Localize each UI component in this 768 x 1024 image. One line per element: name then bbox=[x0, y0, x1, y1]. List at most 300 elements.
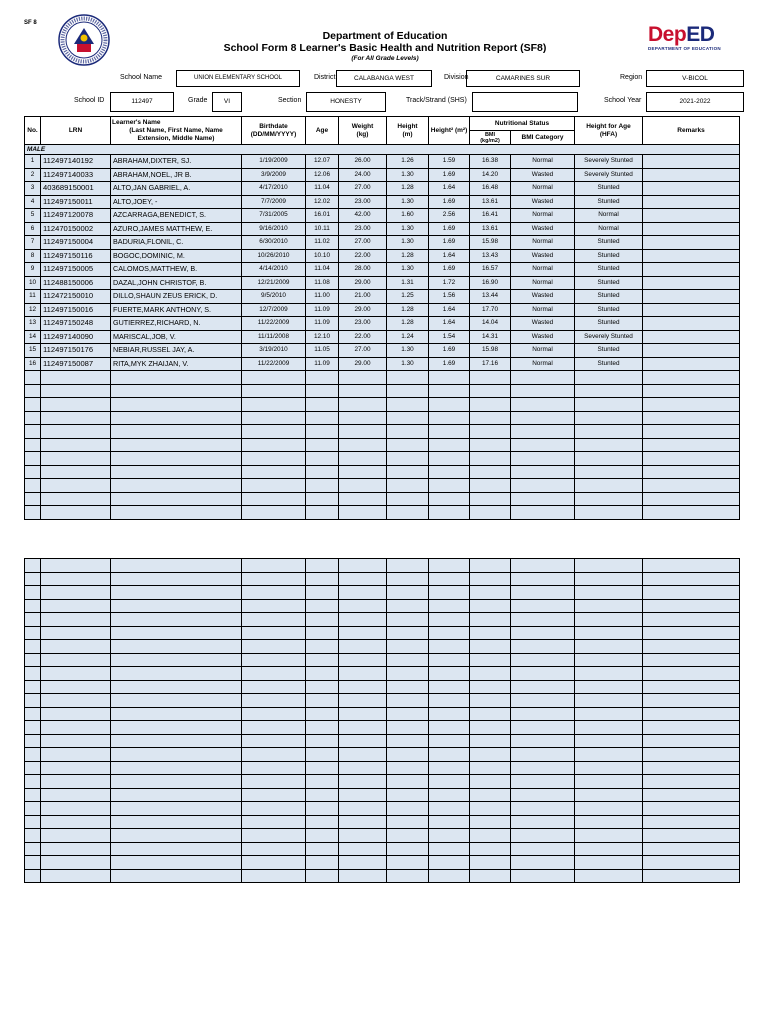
empty-cell[interactable] bbox=[643, 802, 740, 816]
empty-cell[interactable] bbox=[643, 694, 740, 708]
empty-cell[interactable] bbox=[25, 425, 41, 439]
empty-cell[interactable] bbox=[643, 506, 740, 520]
empty-cell[interactable] bbox=[429, 559, 470, 573]
empty-cell[interactable] bbox=[643, 667, 740, 681]
empty-cell[interactable] bbox=[511, 572, 575, 586]
cell-bmi[interactable]: 14.04 bbox=[470, 317, 511, 331]
empty-cell[interactable] bbox=[111, 438, 242, 452]
empty-cell[interactable] bbox=[111, 707, 242, 721]
empty-cell[interactable] bbox=[575, 586, 643, 600]
cell-no[interactable]: 3 bbox=[25, 182, 41, 196]
cell-birthdate[interactable]: 4/14/2010 bbox=[242, 263, 306, 277]
cell-no[interactable]: 6 bbox=[25, 222, 41, 236]
empty-cell[interactable] bbox=[429, 748, 470, 762]
empty-cell[interactable] bbox=[306, 599, 339, 613]
empty-cell[interactable] bbox=[387, 829, 429, 843]
empty-cell[interactable] bbox=[511, 586, 575, 600]
empty-cell[interactable] bbox=[575, 384, 643, 398]
empty-cell[interactable] bbox=[41, 599, 111, 613]
cell-age[interactable]: 16.01 bbox=[306, 209, 339, 223]
empty-cell[interactable] bbox=[387, 506, 429, 520]
cell-remarks[interactable] bbox=[643, 344, 740, 358]
empty-cell[interactable] bbox=[387, 492, 429, 506]
cell-birthdate[interactable]: 11/22/2009 bbox=[242, 357, 306, 371]
empty-cell[interactable] bbox=[111, 465, 242, 479]
empty-cell[interactable] bbox=[387, 465, 429, 479]
empty-cell[interactable] bbox=[41, 788, 111, 802]
cell-bmi-category[interactable]: Normal bbox=[511, 182, 575, 196]
cell-name[interactable]: ABRAHAM,DIXTER, SJ. bbox=[111, 155, 242, 169]
empty-cell[interactable] bbox=[511, 869, 575, 883]
empty-cell[interactable] bbox=[306, 667, 339, 681]
empty-cell[interactable] bbox=[470, 479, 511, 493]
empty-cell[interactable] bbox=[306, 734, 339, 748]
empty-cell[interactable] bbox=[643, 572, 740, 586]
empty-cell[interactable] bbox=[575, 856, 643, 870]
empty-cell[interactable] bbox=[306, 586, 339, 600]
empty-cell[interactable] bbox=[339, 856, 387, 870]
empty-cell[interactable] bbox=[25, 829, 41, 843]
empty-cell[interactable] bbox=[643, 586, 740, 600]
empty-cell[interactable] bbox=[339, 761, 387, 775]
cell-lrn[interactable]: 112497150016 bbox=[41, 303, 111, 317]
cell-weight[interactable]: 29.00 bbox=[339, 357, 387, 371]
empty-cell[interactable] bbox=[643, 761, 740, 775]
empty-cell[interactable] bbox=[387, 734, 429, 748]
empty-cell[interactable] bbox=[41, 586, 111, 600]
empty-cell[interactable] bbox=[339, 452, 387, 466]
empty-cell[interactable] bbox=[575, 438, 643, 452]
cell-hfa[interactable]: Stunted bbox=[575, 317, 643, 331]
empty-cell[interactable] bbox=[339, 613, 387, 627]
cell-bmi[interactable]: 13.44 bbox=[470, 290, 511, 304]
empty-cell[interactable] bbox=[387, 572, 429, 586]
cell-height[interactable]: 1.28 bbox=[387, 249, 429, 263]
track-field[interactable] bbox=[472, 92, 578, 112]
empty-cell[interactable] bbox=[575, 721, 643, 735]
cell-name[interactable]: ALTO,JAN GABRIEL, A. bbox=[111, 182, 242, 196]
cell-bmi-category[interactable]: Normal bbox=[511, 276, 575, 290]
empty-cell[interactable] bbox=[470, 384, 511, 398]
empty-cell[interactable] bbox=[429, 734, 470, 748]
cell-lrn[interactable]: 112497150005 bbox=[41, 263, 111, 277]
empty-cell[interactable] bbox=[339, 371, 387, 385]
empty-cell[interactable] bbox=[575, 613, 643, 627]
empty-cell[interactable] bbox=[25, 775, 41, 789]
grade-field[interactable]: VI bbox=[212, 92, 242, 112]
empty-cell[interactable] bbox=[111, 761, 242, 775]
empty-cell[interactable] bbox=[643, 384, 740, 398]
empty-cell[interactable] bbox=[41, 438, 111, 452]
empty-cell[interactable] bbox=[25, 465, 41, 479]
empty-cell[interactable] bbox=[387, 856, 429, 870]
cell-bmi-category[interactable]: Normal bbox=[511, 303, 575, 317]
empty-cell[interactable] bbox=[643, 775, 740, 789]
empty-cell[interactable] bbox=[339, 492, 387, 506]
empty-cell[interactable] bbox=[25, 788, 41, 802]
empty-cell[interactable] bbox=[25, 748, 41, 762]
empty-cell[interactable] bbox=[470, 815, 511, 829]
cell-age[interactable]: 11.09 bbox=[306, 303, 339, 317]
empty-cell[interactable] bbox=[25, 626, 41, 640]
empty-cell[interactable] bbox=[387, 680, 429, 694]
cell-height-squared[interactable]: 1.56 bbox=[429, 290, 470, 304]
cell-weight[interactable]: 24.00 bbox=[339, 168, 387, 182]
cell-hfa[interactable]: Stunted bbox=[575, 276, 643, 290]
cell-height-squared[interactable]: 1.64 bbox=[429, 317, 470, 331]
empty-cell[interactable] bbox=[575, 788, 643, 802]
empty-cell[interactable] bbox=[242, 506, 306, 520]
empty-cell[interactable] bbox=[41, 371, 111, 385]
empty-cell[interactable] bbox=[643, 613, 740, 627]
empty-cell[interactable] bbox=[242, 371, 306, 385]
empty-cell[interactable] bbox=[470, 748, 511, 762]
cell-weight[interactable]: 23.00 bbox=[339, 222, 387, 236]
empty-cell[interactable] bbox=[306, 721, 339, 735]
cell-birthdate[interactable]: 7/7/2009 bbox=[242, 195, 306, 209]
empty-cell[interactable] bbox=[429, 707, 470, 721]
cell-height[interactable]: 1.30 bbox=[387, 168, 429, 182]
empty-cell[interactable] bbox=[643, 371, 740, 385]
empty-cell[interactable] bbox=[575, 707, 643, 721]
empty-cell[interactable] bbox=[25, 559, 41, 573]
empty-cell[interactable] bbox=[111, 721, 242, 735]
cell-hfa[interactable]: Stunted bbox=[575, 263, 643, 277]
empty-cell[interactable] bbox=[470, 721, 511, 735]
empty-cell[interactable] bbox=[643, 829, 740, 843]
empty-cell[interactable] bbox=[41, 842, 111, 856]
cell-remarks[interactable] bbox=[643, 195, 740, 209]
empty-cell[interactable] bbox=[387, 802, 429, 816]
cell-lrn[interactable]: 112497150004 bbox=[41, 236, 111, 250]
empty-cell[interactable] bbox=[339, 626, 387, 640]
empty-cell[interactable] bbox=[511, 775, 575, 789]
cell-remarks[interactable] bbox=[643, 357, 740, 371]
empty-cell[interactable] bbox=[111, 856, 242, 870]
empty-cell[interactable] bbox=[242, 586, 306, 600]
cell-height[interactable]: 1.30 bbox=[387, 344, 429, 358]
cell-hfa[interactable]: Severely Stunted bbox=[575, 155, 643, 169]
empty-cell[interactable] bbox=[470, 842, 511, 856]
cell-height[interactable]: 1.28 bbox=[387, 303, 429, 317]
empty-cell[interactable] bbox=[306, 411, 339, 425]
empty-cell[interactable] bbox=[306, 680, 339, 694]
cell-bmi[interactable]: 13.61 bbox=[470, 195, 511, 209]
cell-bmi[interactable]: 13.43 bbox=[470, 249, 511, 263]
empty-cell[interactable] bbox=[306, 869, 339, 883]
empty-cell[interactable] bbox=[306, 479, 339, 493]
empty-cell[interactable] bbox=[242, 721, 306, 735]
cell-hfa[interactable]: Stunted bbox=[575, 182, 643, 196]
cell-name[interactable]: GUTIERREZ,RICHARD, N. bbox=[111, 317, 242, 331]
empty-cell[interactable] bbox=[575, 398, 643, 412]
empty-cell[interactable] bbox=[387, 707, 429, 721]
empty-cell[interactable] bbox=[242, 613, 306, 627]
empty-cell[interactable] bbox=[41, 694, 111, 708]
empty-cell[interactable] bbox=[339, 748, 387, 762]
cell-no[interactable]: 10 bbox=[25, 276, 41, 290]
cell-name[interactable]: NEBIAR,RUSSEL JAY, A. bbox=[111, 344, 242, 358]
empty-cell[interactable] bbox=[470, 425, 511, 439]
cell-name[interactable]: MARISCAL,JOB, V. bbox=[111, 330, 242, 344]
empty-cell[interactable] bbox=[511, 667, 575, 681]
empty-cell[interactable] bbox=[511, 734, 575, 748]
empty-cell[interactable] bbox=[339, 411, 387, 425]
empty-cell[interactable] bbox=[306, 775, 339, 789]
empty-cell[interactable] bbox=[306, 788, 339, 802]
empty-cell[interactable] bbox=[643, 788, 740, 802]
empty-cell[interactable] bbox=[306, 613, 339, 627]
cell-birthdate[interactable]: 1/19/2009 bbox=[242, 155, 306, 169]
school-name-field[interactable]: UNION ELEMENTARY SCHOOL bbox=[176, 70, 300, 87]
cell-height-squared[interactable]: 1.69 bbox=[429, 357, 470, 371]
school-id-field[interactable]: 112497 bbox=[110, 92, 174, 112]
empty-cell[interactable] bbox=[387, 479, 429, 493]
empty-cell[interactable] bbox=[470, 586, 511, 600]
empty-cell[interactable] bbox=[643, 452, 740, 466]
empty-cell[interactable] bbox=[25, 506, 41, 520]
empty-cell[interactable] bbox=[25, 667, 41, 681]
cell-height-squared[interactable]: 1.64 bbox=[429, 249, 470, 263]
empty-cell[interactable] bbox=[429, 788, 470, 802]
empty-cell[interactable] bbox=[339, 572, 387, 586]
cell-remarks[interactable] bbox=[643, 276, 740, 290]
empty-cell[interactable] bbox=[511, 815, 575, 829]
cell-birthdate[interactable]: 9/5/2010 bbox=[242, 290, 306, 304]
cell-hfa[interactable]: Normal bbox=[575, 209, 643, 223]
empty-cell[interactable] bbox=[41, 775, 111, 789]
cell-age[interactable]: 11.09 bbox=[306, 357, 339, 371]
cell-height-squared[interactable]: 1.64 bbox=[429, 303, 470, 317]
empty-cell[interactable] bbox=[242, 384, 306, 398]
empty-cell[interactable] bbox=[111, 667, 242, 681]
empty-cell[interactable] bbox=[470, 869, 511, 883]
cell-bmi-category[interactable]: Normal bbox=[511, 155, 575, 169]
empty-cell[interactable] bbox=[25, 371, 41, 385]
cell-bmi-category[interactable]: Normal bbox=[511, 236, 575, 250]
empty-cell[interactable] bbox=[306, 626, 339, 640]
empty-cell[interactable] bbox=[643, 492, 740, 506]
empty-cell[interactable] bbox=[387, 694, 429, 708]
cell-lrn[interactable]: 112497140033 bbox=[41, 168, 111, 182]
empty-cell[interactable] bbox=[111, 452, 242, 466]
empty-cell[interactable] bbox=[41, 667, 111, 681]
cell-no[interactable]: 5 bbox=[25, 209, 41, 223]
empty-cell[interactable] bbox=[387, 721, 429, 735]
cell-no[interactable]: 13 bbox=[25, 317, 41, 331]
empty-cell[interactable] bbox=[25, 411, 41, 425]
empty-cell[interactable] bbox=[242, 559, 306, 573]
empty-cell[interactable] bbox=[339, 829, 387, 843]
cell-weight[interactable]: 42.00 bbox=[339, 209, 387, 223]
cell-bmi-category[interactable]: Wasted bbox=[511, 330, 575, 344]
empty-cell[interactable] bbox=[25, 398, 41, 412]
empty-cell[interactable] bbox=[25, 761, 41, 775]
empty-cell[interactable] bbox=[511, 479, 575, 493]
empty-cell[interactable] bbox=[643, 411, 740, 425]
empty-cell[interactable] bbox=[339, 775, 387, 789]
empty-cell[interactable] bbox=[575, 479, 643, 493]
empty-cell[interactable] bbox=[339, 384, 387, 398]
empty-cell[interactable] bbox=[575, 559, 643, 573]
empty-cell[interactable] bbox=[387, 384, 429, 398]
empty-cell[interactable] bbox=[242, 398, 306, 412]
cell-height[interactable]: 1.31 bbox=[387, 276, 429, 290]
empty-cell[interactable] bbox=[511, 371, 575, 385]
empty-cell[interactable] bbox=[470, 829, 511, 843]
empty-cell[interactable] bbox=[429, 586, 470, 600]
cell-lrn[interactable]: 112488150006 bbox=[41, 276, 111, 290]
cell-bmi-category[interactable]: Wasted bbox=[511, 249, 575, 263]
empty-cell[interactable] bbox=[511, 599, 575, 613]
empty-cell[interactable] bbox=[470, 452, 511, 466]
empty-cell[interactable] bbox=[511, 559, 575, 573]
cell-lrn[interactable]: 112497150087 bbox=[41, 357, 111, 371]
empty-cell[interactable] bbox=[429, 425, 470, 439]
empty-cell[interactable] bbox=[511, 856, 575, 870]
empty-cell[interactable] bbox=[429, 438, 470, 452]
empty-cell[interactable] bbox=[643, 869, 740, 883]
empty-cell[interactable] bbox=[511, 640, 575, 654]
empty-cell[interactable] bbox=[339, 640, 387, 654]
empty-cell[interactable] bbox=[242, 452, 306, 466]
cell-weight[interactable]: 23.00 bbox=[339, 195, 387, 209]
empty-cell[interactable] bbox=[575, 653, 643, 667]
empty-cell[interactable] bbox=[429, 384, 470, 398]
empty-cell[interactable] bbox=[111, 613, 242, 627]
empty-cell[interactable] bbox=[25, 479, 41, 493]
empty-cell[interactable] bbox=[25, 734, 41, 748]
empty-cell[interactable] bbox=[387, 748, 429, 762]
cell-weight[interactable]: 21.00 bbox=[339, 290, 387, 304]
cell-height-squared[interactable]: 1.69 bbox=[429, 263, 470, 277]
cell-birthdate[interactable]: 12/21/2009 bbox=[242, 276, 306, 290]
cell-remarks[interactable] bbox=[643, 168, 740, 182]
cell-lrn[interactable]: 112497140192 bbox=[41, 155, 111, 169]
cell-bmi-category[interactable]: Normal bbox=[511, 263, 575, 277]
empty-cell[interactable] bbox=[511, 626, 575, 640]
empty-cell[interactable] bbox=[511, 425, 575, 439]
empty-cell[interactable] bbox=[511, 680, 575, 694]
cell-hfa[interactable]: Stunted bbox=[575, 303, 643, 317]
cell-age[interactable]: 11.09 bbox=[306, 317, 339, 331]
empty-cell[interactable] bbox=[339, 479, 387, 493]
empty-cell[interactable] bbox=[429, 680, 470, 694]
empty-cell[interactable] bbox=[511, 492, 575, 506]
empty-cell[interactable] bbox=[41, 721, 111, 735]
empty-cell[interactable] bbox=[470, 613, 511, 627]
cell-birthdate[interactable]: 11/11/2008 bbox=[242, 330, 306, 344]
empty-cell[interactable] bbox=[306, 398, 339, 412]
cell-bmi[interactable]: 13.61 bbox=[470, 222, 511, 236]
cell-no[interactable]: 14 bbox=[25, 330, 41, 344]
empty-cell[interactable] bbox=[41, 815, 111, 829]
cell-bmi[interactable]: 17.70 bbox=[470, 303, 511, 317]
empty-cell[interactable] bbox=[111, 626, 242, 640]
empty-cell[interactable] bbox=[470, 856, 511, 870]
cell-remarks[interactable] bbox=[643, 209, 740, 223]
empty-cell[interactable] bbox=[339, 694, 387, 708]
empty-cell[interactable] bbox=[111, 492, 242, 506]
empty-cell[interactable] bbox=[575, 680, 643, 694]
cell-lrn[interactable]: 112497150011 bbox=[41, 195, 111, 209]
cell-age[interactable]: 11.04 bbox=[306, 182, 339, 196]
cell-bmi[interactable]: 17.16 bbox=[470, 357, 511, 371]
cell-bmi-category[interactable]: Wasted bbox=[511, 195, 575, 209]
cell-lrn[interactable]: 112472150010 bbox=[41, 290, 111, 304]
empty-cell[interactable] bbox=[306, 802, 339, 816]
empty-cell[interactable] bbox=[306, 438, 339, 452]
empty-cell[interactable] bbox=[111, 371, 242, 385]
cell-hfa[interactable]: Stunted bbox=[575, 249, 643, 263]
empty-cell[interactable] bbox=[387, 599, 429, 613]
cell-name[interactable]: AZURO,JAMES MATTHEW, E. bbox=[111, 222, 242, 236]
cell-remarks[interactable] bbox=[643, 263, 740, 277]
cell-height[interactable]: 1.30 bbox=[387, 195, 429, 209]
empty-cell[interactable] bbox=[470, 694, 511, 708]
empty-cell[interactable] bbox=[470, 438, 511, 452]
empty-cell[interactable] bbox=[242, 680, 306, 694]
empty-cell[interactable] bbox=[111, 479, 242, 493]
empty-cell[interactable] bbox=[429, 856, 470, 870]
empty-cell[interactable] bbox=[306, 559, 339, 573]
empty-cell[interactable] bbox=[111, 559, 242, 573]
empty-cell[interactable] bbox=[643, 734, 740, 748]
empty-cell[interactable] bbox=[429, 479, 470, 493]
empty-cell[interactable] bbox=[25, 802, 41, 816]
cell-height-squared[interactable]: 1.54 bbox=[429, 330, 470, 344]
cell-bmi[interactable]: 14.20 bbox=[470, 168, 511, 182]
empty-cell[interactable] bbox=[387, 869, 429, 883]
empty-cell[interactable] bbox=[25, 452, 41, 466]
empty-cell[interactable] bbox=[111, 506, 242, 520]
empty-cell[interactable] bbox=[575, 815, 643, 829]
empty-cell[interactable] bbox=[111, 398, 242, 412]
empty-cell[interactable] bbox=[387, 438, 429, 452]
empty-cell[interactable] bbox=[429, 640, 470, 654]
cell-bmi-category[interactable]: Wasted bbox=[511, 317, 575, 331]
cell-height-squared[interactable]: 1.64 bbox=[429, 182, 470, 196]
empty-cell[interactable] bbox=[511, 802, 575, 816]
cell-no[interactable]: 2 bbox=[25, 168, 41, 182]
empty-cell[interactable] bbox=[575, 572, 643, 586]
cell-name[interactable]: RITA,MYK ZHAIJAN, V. bbox=[111, 357, 242, 371]
cell-remarks[interactable] bbox=[643, 330, 740, 344]
cell-weight[interactable]: 27.00 bbox=[339, 182, 387, 196]
empty-cell[interactable] bbox=[242, 829, 306, 843]
empty-cell[interactable] bbox=[387, 586, 429, 600]
cell-no[interactable]: 7 bbox=[25, 236, 41, 250]
cell-weight[interactable]: 27.00 bbox=[339, 236, 387, 250]
empty-cell[interactable] bbox=[470, 371, 511, 385]
empty-cell[interactable] bbox=[575, 667, 643, 681]
empty-cell[interactable] bbox=[387, 842, 429, 856]
cell-height-squared[interactable]: 1.69 bbox=[429, 195, 470, 209]
empty-cell[interactable] bbox=[429, 653, 470, 667]
cell-hfa[interactable]: Stunted bbox=[575, 290, 643, 304]
empty-cell[interactable] bbox=[339, 721, 387, 735]
cell-no[interactable]: 12 bbox=[25, 303, 41, 317]
empty-cell[interactable] bbox=[575, 829, 643, 843]
empty-cell[interactable] bbox=[429, 371, 470, 385]
empty-cell[interactable] bbox=[511, 694, 575, 708]
cell-height-squared[interactable]: 2.56 bbox=[429, 209, 470, 223]
empty-cell[interactable] bbox=[111, 653, 242, 667]
cell-hfa[interactable]: Stunted bbox=[575, 236, 643, 250]
empty-cell[interactable] bbox=[242, 425, 306, 439]
empty-cell[interactable] bbox=[339, 599, 387, 613]
cell-no[interactable]: 15 bbox=[25, 344, 41, 358]
